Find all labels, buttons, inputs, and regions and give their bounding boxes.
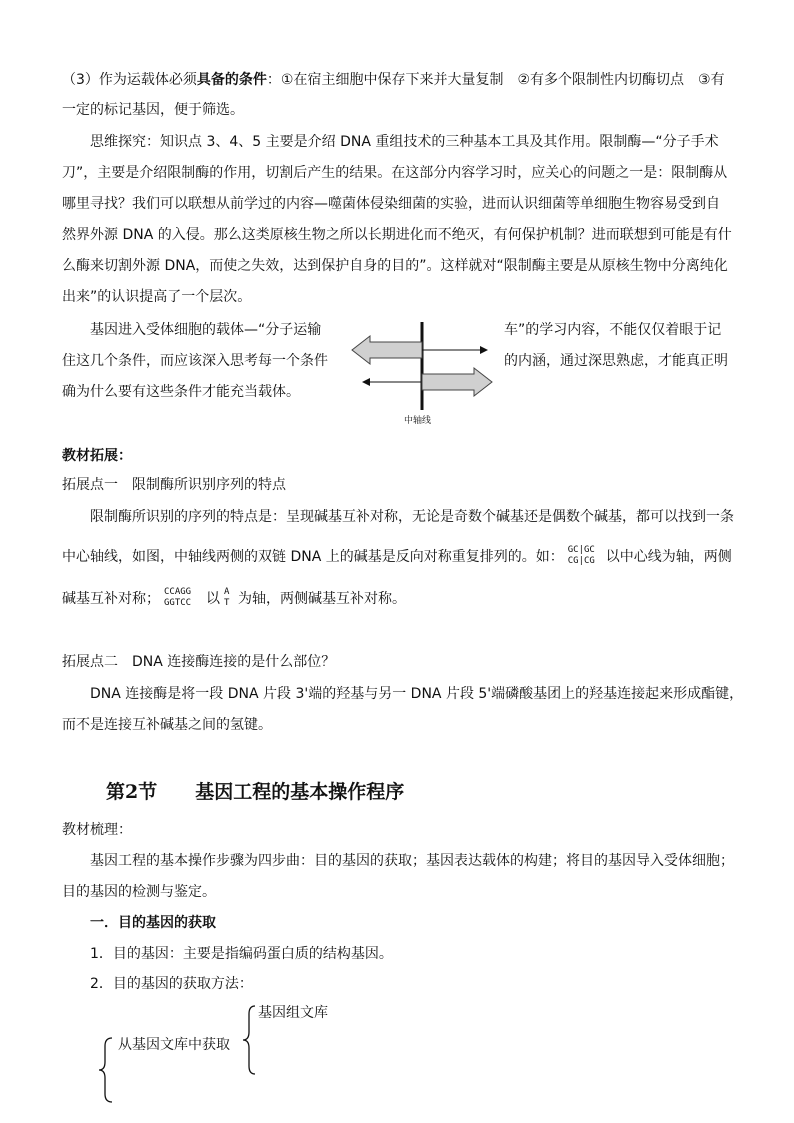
extension-point-2-title: 拓展点二 DNA 连接酶连接的是什么部位？ (62, 654, 336, 670)
sub-heading-get-target-gene: 一．目的基因的获取 (90, 915, 216, 931)
point-1-line-1: 限制酶所识别的序列的特点是：呈现碱基互补对称，无论是奇数个碱基还是偶数个碱基，都可以找到一条 (90, 509, 734, 525)
point-1-line-2-post: 以中心线为轴，两侧 (605, 549, 732, 565)
item-1: 1．目的基因：主要是指编码蛋白质的结构基因。 (90, 946, 393, 962)
point-1-line-2-pre: 中心轴线，如图，中轴线两侧的双链 DNA 上的碱基是反向对称重复排列的。如： (62, 549, 564, 565)
carrier-line-1b: 车”的学习内容，不能仅仅着眼于记 (504, 322, 722, 338)
line-1 (62, 71, 725, 89)
point-2-line-2: 而不是连接互补碱基之间的氢键。 (62, 717, 272, 733)
carrier-line-3: 确为什么要有这些条件才能充当载体。 (62, 384, 300, 400)
outer-brace (96, 1036, 116, 1104)
carrier-line-1a: 基因进入受体细胞的载体—“分子运输 (90, 322, 322, 338)
tree-child-genomic-library: 基因组文库 (258, 1005, 328, 1021)
thinking-line-2: 刀”，主要是介绍限制酶的作用，切割后产生的结果。在这部分内容学习时，应关心的问题之一是：限制酶从 (62, 165, 728, 181)
line-1-pre: （3）作为运载体必须 (62, 72, 197, 88)
carrier-line-2b: 的内涵，通过深思熟虑，才能真正明 (504, 353, 728, 369)
line-1-post: ：①在宿主细胞中保存下来并大量复制 ②有多个限制性内切酶切点 ③有 (266, 72, 725, 88)
sequence-gcgc (568, 544, 602, 570)
figure-caption: 中轴线 (404, 416, 432, 426)
section-subheading: 教材梳理： (62, 822, 132, 838)
item-2: 2．目的基因的获取方法： (90, 976, 253, 992)
extension-heading: 教材拓展： (62, 448, 132, 464)
point-1-line-2 (62, 544, 732, 570)
right-thin-arrow-head (480, 346, 488, 354)
thinking-line-6: 出来”的认识提高了一个层次。 (62, 289, 252, 305)
sequence-gcgc-top: GC|GC (567, 545, 595, 555)
point-1-line-3-mid: 以 (206, 591, 220, 607)
inner-brace (240, 1004, 258, 1076)
point-1-line-3-pre: 碱基互补对称； (62, 591, 160, 607)
thinking-line-1: 思维探究：知识点 3、4、5 主要是介绍 DNA 重组技术的三种基本工具及其作用。限制酶—“分子手术 (90, 134, 719, 150)
thinking-line-5: 么酶来切割外源 DNA，而使之失效，达到保护自身的目的”。这样就对“限制酶主要是从原核生物中分离纯化 (62, 258, 728, 274)
section-title: 第2节 基因工程的基本操作程序 (106, 781, 405, 803)
sequence-ccagg-top: CCAGG (164, 587, 192, 597)
thinking-line-3: 哪里寻找？我们可以联想从前学过的内容—噬菌体侵染细菌的实验，进而认识细菌等单细胞生物容易受到自 (62, 196, 720, 212)
sequence-a: A (224, 587, 230, 597)
section-line-1: 基因工程的基本操作步骤为四步曲：目的基因的获取；基因表达载体的构建；将目的基因导入受体细胞； (90, 853, 734, 869)
carrier-line-2a: 住这几个条件，而应该深入思考每一个条件 (62, 353, 328, 369)
sequence-t: T (224, 598, 230, 608)
sequence-ccagg-bottom: GGTCC (164, 598, 192, 608)
thinking-line-4: 然界外源 DNA 的入侵。那么这类原核生物之所以长期进化而不绝灭，有何保护机制？进而联想到可能是有什 (62, 227, 732, 243)
point-2-line-1: DNA 连接酶是将一段 DNA 片段 3'端的羟基与另一 DNA 片段 5'端磷酸基团上的羟基连接起来形成酯键， (90, 686, 744, 702)
tree-root-label: 从基因文库中获取 (118, 1037, 230, 1053)
line-1-bold: 具备的条件 (196, 72, 267, 88)
point-1-line-3 (62, 586, 406, 612)
section-line-2: 目的基因的检测与鉴定。 (62, 884, 216, 900)
sequence-gcgc-bottom: CG|CG (567, 556, 595, 566)
left-thin-arrow-head (362, 378, 370, 386)
sequence-a-t (224, 586, 234, 612)
right-block-arrow (422, 368, 492, 396)
line-2: 一定的标记基因，便于筛选。 (62, 102, 244, 118)
left-block-arrow (352, 336, 422, 364)
point-1-line-3-post: 为轴，两侧碱基互补对称。 (238, 591, 406, 607)
extension-point-1-title: 拓展点一 限制酶所识别序列的特点 (62, 477, 286, 493)
sequence-ccagg (164, 586, 202, 612)
